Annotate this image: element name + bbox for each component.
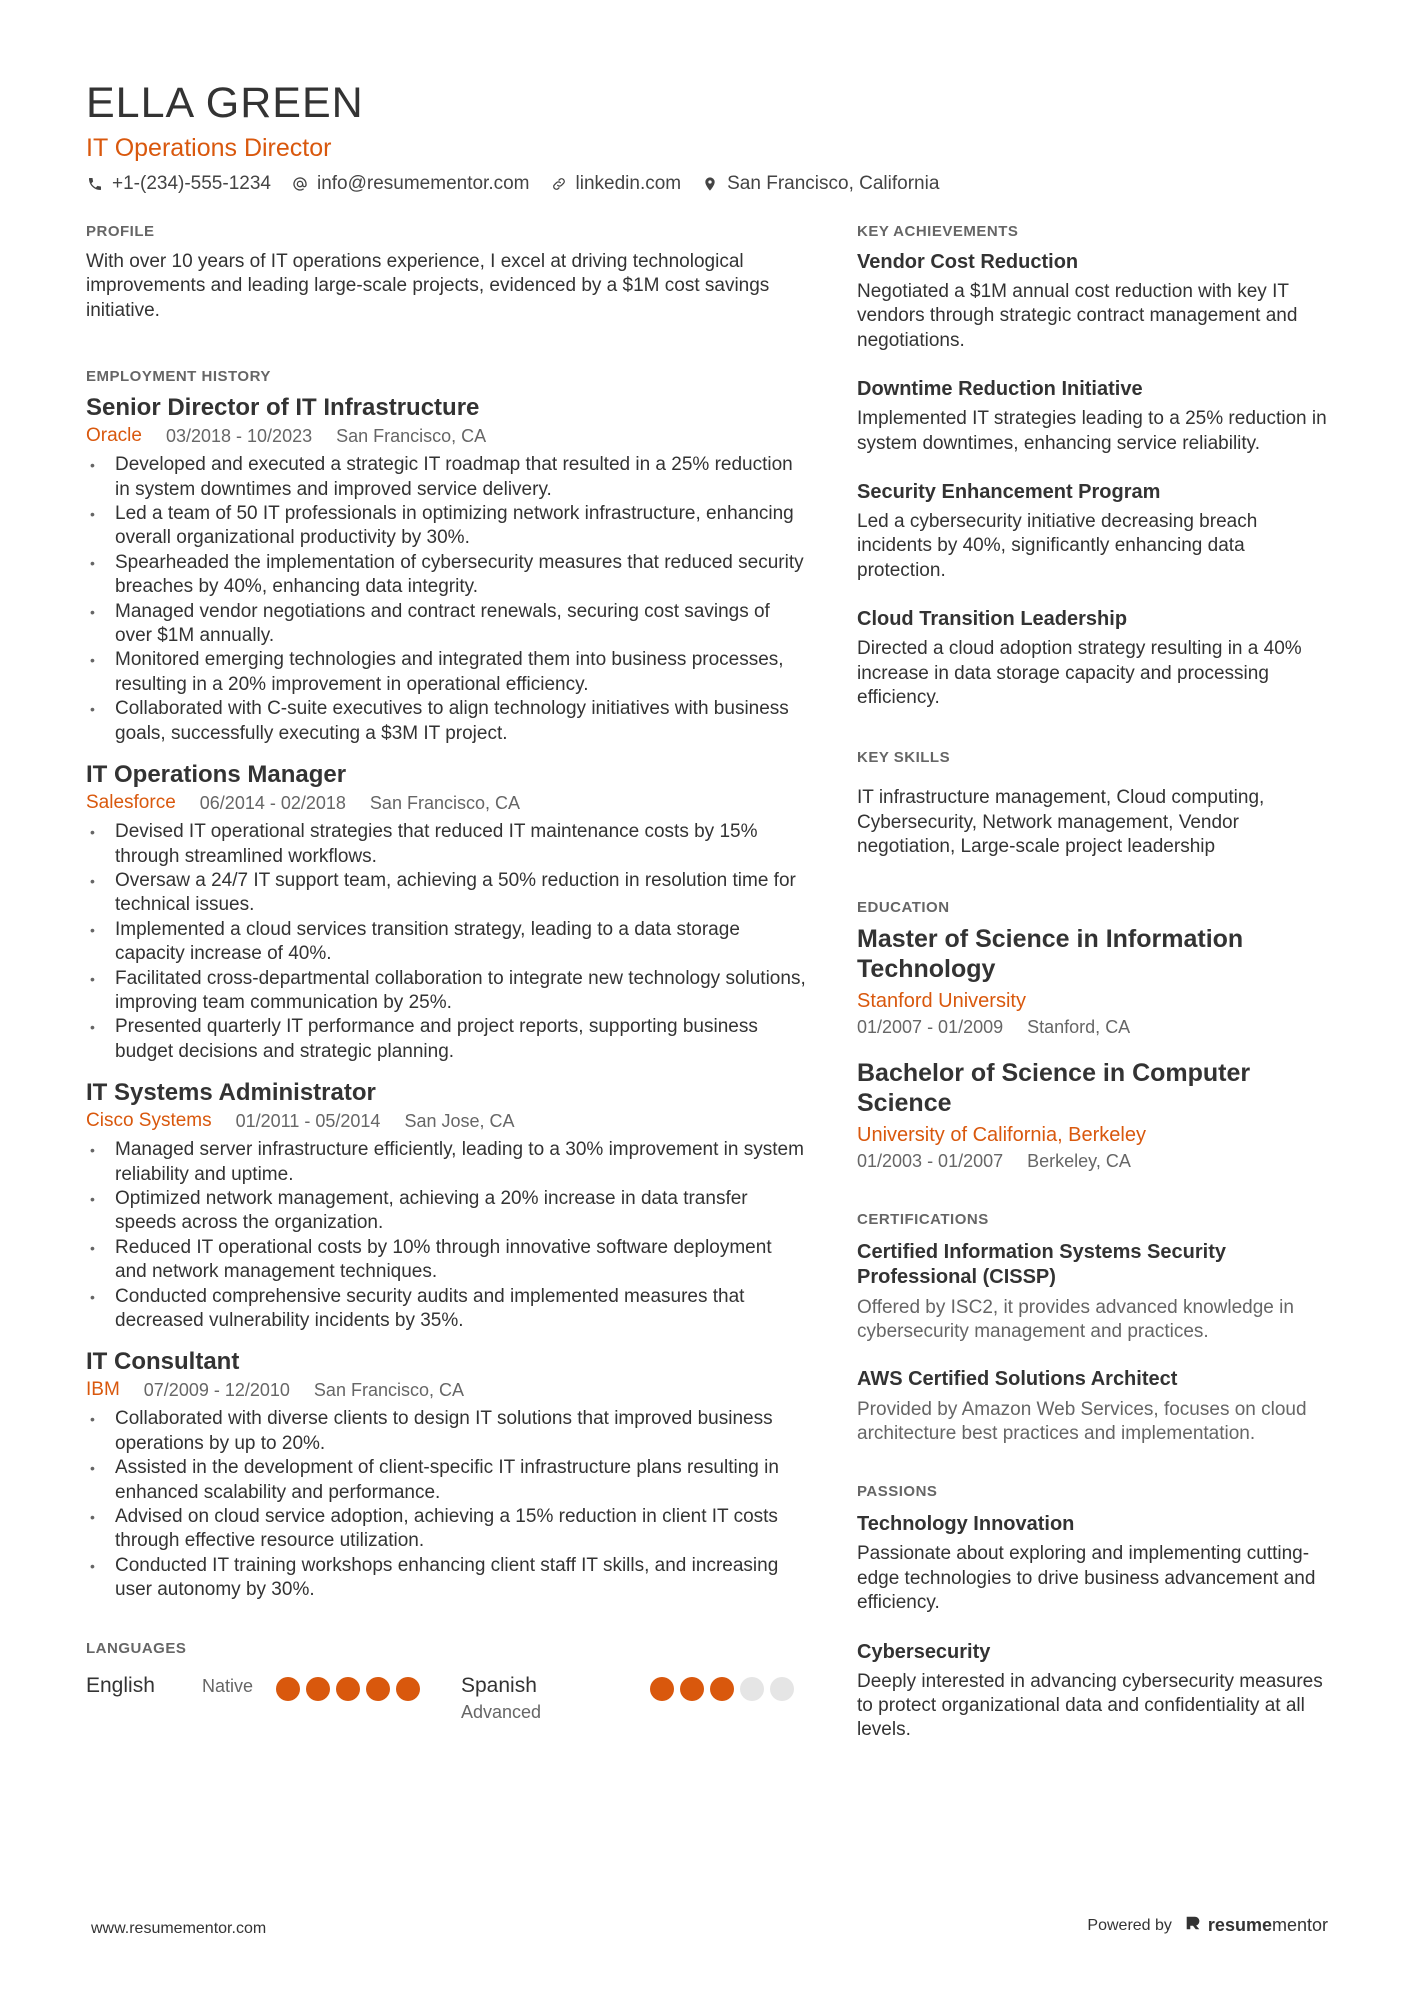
rating-dot-filled <box>396 1677 420 1701</box>
achievement-item <box>857 605 1337 710</box>
rating-dot-filled <box>276 1677 300 1701</box>
achievement-item <box>857 375 1337 456</box>
job-bullet: • Reduced IT operational costs by 10% through innovative software deployment and network management techniques. <box>86 1236 806 1285</box>
profile-section <box>86 222 806 323</box>
job-bullet: • Led a team of 50 IT professionals in optimizing network infrastructure, enhancing overall organizational productivity by 30%. <box>86 502 806 551</box>
brand-name <box>1208 1915 1328 1936</box>
achievements-heading: KEY ACHIEVEMENTS <box>857 223 1019 240</box>
job-dates: 03/2018 - 10/2023 <box>165 426 313 447</box>
achievement-text: Negotiated a $1M annual cost reduction with key IT vendors through strategic contract management and negotiations. <box>857 281 1298 351</box>
language-name: Spanish <box>461 1673 537 1697</box>
job-bullets <box>86 1407 806 1602</box>
job-bullet: • Advised on cloud service adoption, achieving a 15% reduction in client IT costs through effective resource utilization. <box>86 1505 806 1554</box>
passion-text: Deeply interested in advancing cybersecurity measures to protect organizational data and confidentiality at all levels. <box>857 1670 1323 1741</box>
job-dates: 01/2011 - 05/2014 <box>235 1111 381 1132</box>
language-item <box>86 1673 461 1701</box>
language-item <box>461 1673 794 1725</box>
contact-email-text[interactable]: info@resumementor.com <box>316 173 530 194</box>
rating-dot-empty <box>740 1677 764 1701</box>
employment-section <box>86 367 806 1602</box>
job-meta <box>86 1108 806 1134</box>
passions-heading: PASSIONS <box>857 1483 938 1501</box>
education-item <box>857 924 1337 1040</box>
certifications-heading: CERTIFICATIONS <box>857 1210 989 1228</box>
job-bullet: • Collaborated with diverse clients to design IT solutions that improved business operations by up to 20%. <box>86 1407 806 1456</box>
education-school: University of California, Berkeley <box>857 1123 1146 1146</box>
location-pin-icon <box>701 175 719 193</box>
resume-header <box>86 78 1326 198</box>
employment-heading: EMPLOYMENT HISTORY <box>86 368 271 386</box>
achievement-item <box>857 248 1337 353</box>
job-bullets <box>86 453 806 746</box>
certifications-section <box>857 1210 1337 1447</box>
job-bullet: • Devised IT operational strategies that reduced IT maintenance costs by 15% through streamlined workflows. <box>86 820 806 869</box>
job-company: Oracle <box>86 425 142 447</box>
job-bullet: • Managed vendor negotiations and contract renewals, securing cost savings of over $1M annually. <box>86 600 806 649</box>
contact-phone <box>86 170 271 198</box>
job-bullets <box>86 1138 806 1333</box>
passion-item <box>857 1638 1337 1743</box>
language-list <box>86 1673 806 1725</box>
achievement-title: Security Enhancement Program <box>857 481 1161 504</box>
skills-text: IT infrastructure management, Cloud computing, Cybersecurity, Network management, Vendor negotiation, Large-scale project leadership <box>857 787 1265 858</box>
brand-name-bold: resume <box>1207 1915 1272 1935</box>
certification-item <box>857 1240 1337 1345</box>
job-meta <box>86 1377 806 1403</box>
language-level: Native <box>202 1675 254 1696</box>
job-bullet: • Presented quarterly IT performance and project reports, supporting business budget decisions and strategic planning. <box>86 1015 806 1064</box>
job-bullet: • Conducted IT training workshops enhancing client staff IT skills, and increasing user autonomy by 30%. <box>86 1554 806 1603</box>
job-title: Senior Director of IT Infrastructure <box>86 394 480 422</box>
education-degree: Master of Science in Information Technology <box>857 924 1244 983</box>
languages-heading: LANGUAGES <box>86 1639 187 1657</box>
job-bullet: • Monitored emerging technologies and integrated them into business processes, resulting in a 20% improvement in operational efficiency. <box>86 648 806 697</box>
achievement-title: Vendor Cost Reduction <box>857 251 1079 273</box>
achievement-title: Downtime Reduction Initiative <box>857 378 1143 401</box>
rating-dot-filled <box>710 1677 734 1701</box>
achievements-section <box>857 222 1337 710</box>
job-bullet: • Optimized network management, achieving a 20% increase in data transfer speeds across the organization. <box>86 1187 806 1236</box>
contact-list <box>86 170 1326 198</box>
job-bullet: • Developed and executed a strategic IT roadmap that resulted in a 25% reduction in system downtimes and improved service delivery. <box>86 453 806 502</box>
contact-email[interactable] <box>291 170 530 198</box>
left-column <box>86 222 806 1725</box>
language-rating <box>650 1677 794 1701</box>
link-icon <box>550 175 568 193</box>
job-bullet: • Implemented a cloud services transition strategy, leading to a data storage capacity increase of 40%. <box>86 918 806 967</box>
language-label-group <box>461 1673 650 1725</box>
contact-location-text: San Francisco, California <box>727 173 940 194</box>
achievement-text: Implemented IT strategies leading to a 25% reduction in system downtimes, enhancing service reliability. <box>857 408 1327 454</box>
phone-icon <box>86 175 104 193</box>
languages-section <box>86 1639 806 1725</box>
rating-dot-filled <box>306 1677 330 1701</box>
job-bullet: • Assisted in the development of client-specific IT infrastructure plans resulting in enhanced scalability and performance. <box>86 1456 806 1505</box>
job-company: Cisco Systems <box>86 1110 212 1132</box>
job-title: IT Consultant <box>86 1348 240 1376</box>
powered-by-label: Powered by <box>1087 1916 1172 1934</box>
certification-title: Certified Information Systems Security Professional (CISSP) <box>857 1240 1226 1288</box>
language-level: Advanced <box>461 1701 542 1722</box>
job-entry <box>86 393 806 746</box>
education-location: Stanford, CA <box>1027 1016 1131 1037</box>
job-meta <box>86 790 806 816</box>
job-entry <box>86 760 806 1064</box>
job-company: Salesforce <box>86 792 176 814</box>
passion-text: Passionate about exploring and implementing cutting-edge technologies to drive business advancement and efficiency. <box>857 1543 1316 1614</box>
achievement-title: Cloud Transition Leadership <box>857 608 1128 631</box>
job-bullet: • Oversaw a 24/7 IT support team, achieving a 50% reduction in resolution time for technical issues. <box>86 869 806 918</box>
contact-linkedin-text[interactable]: linkedin.com <box>575 173 682 194</box>
page-footer <box>0 1912 1410 1952</box>
education-school: Stanford University <box>857 989 1026 1012</box>
education-meta <box>857 1148 1337 1174</box>
rating-dot-filled <box>650 1677 674 1701</box>
education-dates: 01/2003 - 01/2007 <box>857 1150 1004 1171</box>
job-entry <box>86 1078 806 1333</box>
job-company: IBM <box>86 1379 120 1401</box>
profile-text: With over 10 years of IT operations experience, I excel at driving technological improvements and leading large-scale projects, evidenced by a $1M cost savings initiative. <box>86 251 770 321</box>
job-dates: 06/2014 - 02/2018 <box>199 793 346 814</box>
skills-section <box>857 748 1337 859</box>
resumementor-logo-icon <box>1184 1914 1202 1937</box>
language-rating <box>276 1677 420 1701</box>
achievement-text: Directed a cloud adoption strategy resulting in a 40% increase in data storage capacity and processing efficiency. <box>857 638 1302 709</box>
brand-name-rest: mentor <box>1271 1915 1328 1935</box>
job-bullet: • Conducted comprehensive security audits and implemented measures that decreased vulnerability incidents by 35%. <box>86 1285 806 1334</box>
passions-section <box>857 1482 1337 1742</box>
job-bullet: • Collaborated with C-suite executives to align technology initiatives with business goals, successfully executing a $3M IT project. <box>86 697 806 746</box>
education-item <box>857 1058 1337 1174</box>
language-name: English <box>86 1673 155 1697</box>
job-bullet: • Spearheaded the implementation of cybersecurity measures that reduced security breaches by 40%, enhancing data integrity. <box>86 551 806 600</box>
achievement-item <box>857 478 1337 583</box>
candidate-title: IT Operations Director <box>86 134 332 162</box>
education-meta <box>857 1014 1337 1040</box>
right-column <box>857 222 1337 1743</box>
rating-dot-filled <box>336 1677 360 1701</box>
skills-heading: KEY SKILLS <box>857 749 951 767</box>
footer-branding <box>1087 1914 1328 1937</box>
rating-dot-empty <box>770 1677 794 1701</box>
contact-phone-text: +1-(234)-555-1234 <box>112 173 271 194</box>
passion-title: Technology Innovation <box>857 1513 1075 1536</box>
certification-title: AWS Certified Solutions Architect <box>857 1367 1178 1390</box>
candidate-name: ELLA GREEN <box>86 79 364 127</box>
job-title: IT Operations Manager <box>86 761 347 789</box>
at-icon <box>291 175 309 193</box>
job-title: IT Systems Administrator <box>86 1079 376 1107</box>
job-meta <box>86 423 806 449</box>
rating-dot-filled <box>366 1677 390 1701</box>
job-location: San Jose, CA <box>404 1111 515 1132</box>
education-degree: Bachelor of Science in Computer Science <box>857 1058 1251 1117</box>
job-bullet: • Facilitated cross-departmental collaboration to integrate new technology solutions, improving team communication by 25%. <box>86 967 806 1016</box>
certification-item <box>857 1367 1337 1447</box>
footer-website-link[interactable]: www.resumementor.com <box>91 1920 267 1937</box>
profile-heading: PROFILE <box>86 223 155 240</box>
job-location: San Francisco, CA <box>369 793 520 814</box>
education-location: Berkeley, CA <box>1027 1150 1131 1171</box>
education-section <box>857 898 1337 1174</box>
job-dates: 07/2009 - 12/2010 <box>143 1380 290 1401</box>
job-location: San Francisco, CA <box>336 426 487 447</box>
achievement-text: Led a cybersecurity initiative decreasing breach incidents by 40%, significantly enhancing data protection. <box>857 511 1258 581</box>
contact-location <box>701 170 939 198</box>
education-heading: EDUCATION <box>857 898 950 916</box>
job-bullet: • Managed server infrastructure efficiently, leading to a 30% improvement in system reliability and uptime. <box>86 1138 806 1187</box>
passion-item <box>857 1510 1337 1615</box>
contact-linkedin[interactable] <box>550 170 682 198</box>
certification-text: Provided by Amazon Web Services, focuses on cloud architecture best practices and implementation. <box>857 1398 1307 1444</box>
brand-logo[interactable] <box>1184 1914 1328 1937</box>
job-bullets <box>86 820 806 1064</box>
job-entry <box>86 1347 806 1602</box>
passion-title: Cybersecurity <box>857 1640 991 1663</box>
education-dates: 01/2007 - 01/2009 <box>857 1016 1004 1037</box>
job-location: San Francisco, CA <box>313 1380 464 1401</box>
certification-text: Offered by ISC2, it provides advanced knowledge in cybersecurity management and practices. <box>857 1296 1294 1343</box>
rating-dot-filled <box>680 1677 704 1701</box>
